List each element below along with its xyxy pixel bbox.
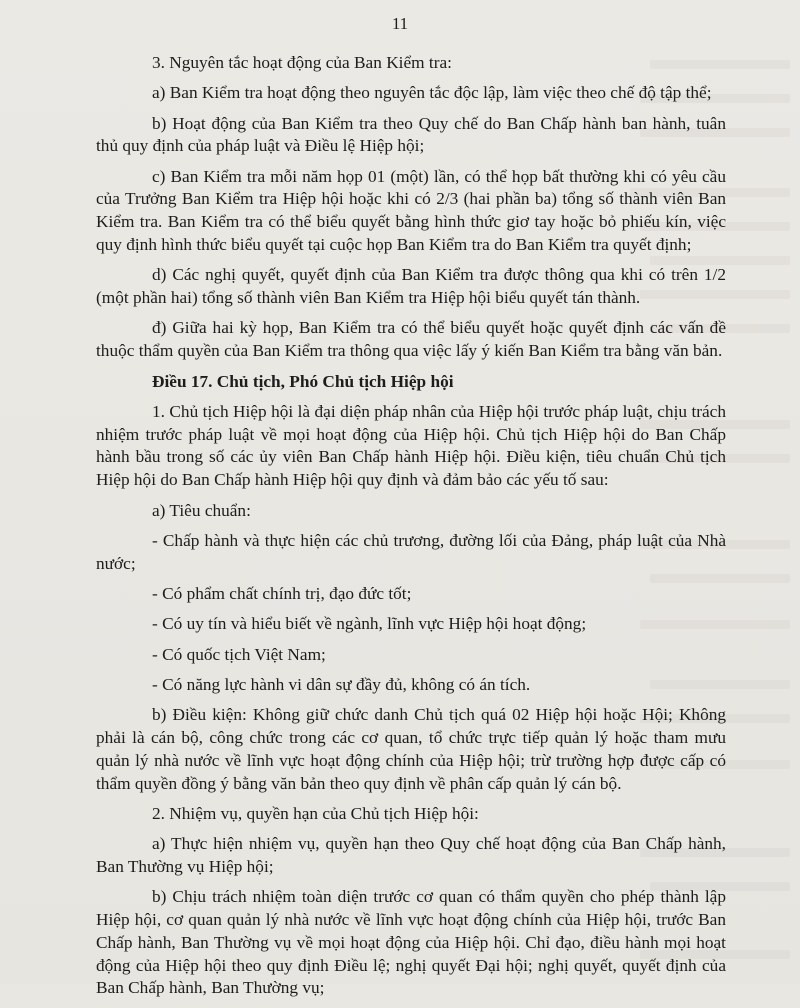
paragraph: 2. Nhiệm vụ, quyền hạn của Chủ tịch Hiệp hội: [152, 803, 479, 823]
paragraph: b) Chịu trách nhiệm toàn diện trước cơ quan có thẩm quyền cho phép thành lập Hiệp hội, cơ quan quản lý nhà nước về lĩnh vực hoạt động chính của Hiệp hội, trước Ban Chấp hành, Ban Thường vụ về mọi hoạt động của Hiệp hội. Chỉ đạo, điều hành mọi hoạt động của Hiệp hội theo quy định Điều lệ; nghị quyết Đại hội; nghị quyết, quyết định của Ban Chấp hành, Ban Thường vụ; [96, 887, 726, 998]
paragraph: a) Ban Kiểm tra hoạt động theo nguyên tắc độc lập, làm việc theo chế độ tập thể; [152, 83, 712, 103]
page-number: 11 [391, 14, 409, 33]
document-body [96, 52, 726, 1008]
article-heading: Điều 17. Chủ tịch, Phó Chủ tịch Hiệp hội [152, 371, 454, 391]
list-item: - Có năng lực hành vi dân sự đầy đủ, không có án tích. [152, 674, 531, 694]
paragraph: đ) Giữa hai kỳ họp, Ban Kiểm tra có thể biểu quyết hoặc quyết định các vấn đề thuộc thẩm quyền của Ban Kiểm tra thông qua việc lấy ý kiến Ban Kiểm tra bằng văn bản. [96, 318, 726, 361]
paragraph: a) Tiêu chuẩn: [152, 500, 251, 520]
paragraph: 3. Nguyên tắc hoạt động của Ban Kiểm tra: [152, 53, 452, 72]
paragraph: 1. Chủ tịch Hiệp hội là đại diện pháp nhân của Hiệp hội trước pháp luật, chịu trách nhiệm trước pháp luật về mọi hoạt động của Hiệp hội. Chủ tịch Hiệp hội do Ban Chấp hành bầu trong số các ủy viên Ban Chấp hành Hiệp hội. Điều kiện, tiêu chuẩn Chủ tịch Hiệp hội do Ban Chấp hành Hiệp hội quy định và đảm bảo các yếu tố sau: [96, 401, 726, 490]
paragraph: a) Thực hiện nhiệm vụ, quyền hạn theo Quy chế hoạt động của Ban Chấp hành, Ban Thường vụ Hiệp hội; [96, 834, 726, 876]
paragraph: b) Điều kiện: Không giữ chức danh Chủ tịch quá 02 Hiệp hội hoặc Hội; Không phải là cán bộ, công chức trong các cơ quan, tổ chức trực tiếp quản lý hoặc tham mưu quản lý nhà nước về lĩnh vực hoạt động chính của Hiệp hội; trừ trường hợp được cấp có thẩm quyền đồng ý bằng văn bản theo quy định về phân cấp quản lý cán bộ. [96, 705, 726, 793]
list-item: - Có quốc tịch Việt Nam; [152, 644, 326, 664]
list-item: - Có uy tín và hiểu biết về ngành, lĩnh vực Hiệp hội hoạt động; [152, 614, 587, 634]
list-item: - Chấp hành và thực hiện các chủ trương, đường lối của Đảng, pháp luật của Nhà nước; [96, 530, 726, 573]
list-item: - Có phẩm chất chính trị, đạo đức tốt; [152, 583, 412, 603]
paragraph: c) Ban Kiểm tra mỗi năm họp 01 (một) lần, có thể họp bất thường khi có yêu cầu của Trưởng Ban Kiểm tra Hiệp hội hoặc khi có 2/3 (hai phần ba) tổng số thành viên Ban Kiểm tra. Ban Kiểm tra có thể biểu quyết bằng hình thức giơ tay hoặc bỏ phiếu kín, việc quy định hình thức biểu quyết tại cuộc họp Ban Kiểm tra do Ban Kiểm tra quyết định; [96, 166, 726, 255]
paragraph: d) Các nghị quyết, quyết định của Ban Kiểm tra được thông qua khi có trên 1/2 (một phần hai) tổng số thành viên Ban Kiểm tra Hiệp hội biểu quyết tán thành. [96, 265, 726, 308]
paragraph: b) Hoạt động của Ban Kiểm tra theo Quy chế do Ban Chấp hành ban hành, tuân thủ quy định của pháp luật và Điều lệ Hiệp hội; [96, 113, 726, 156]
